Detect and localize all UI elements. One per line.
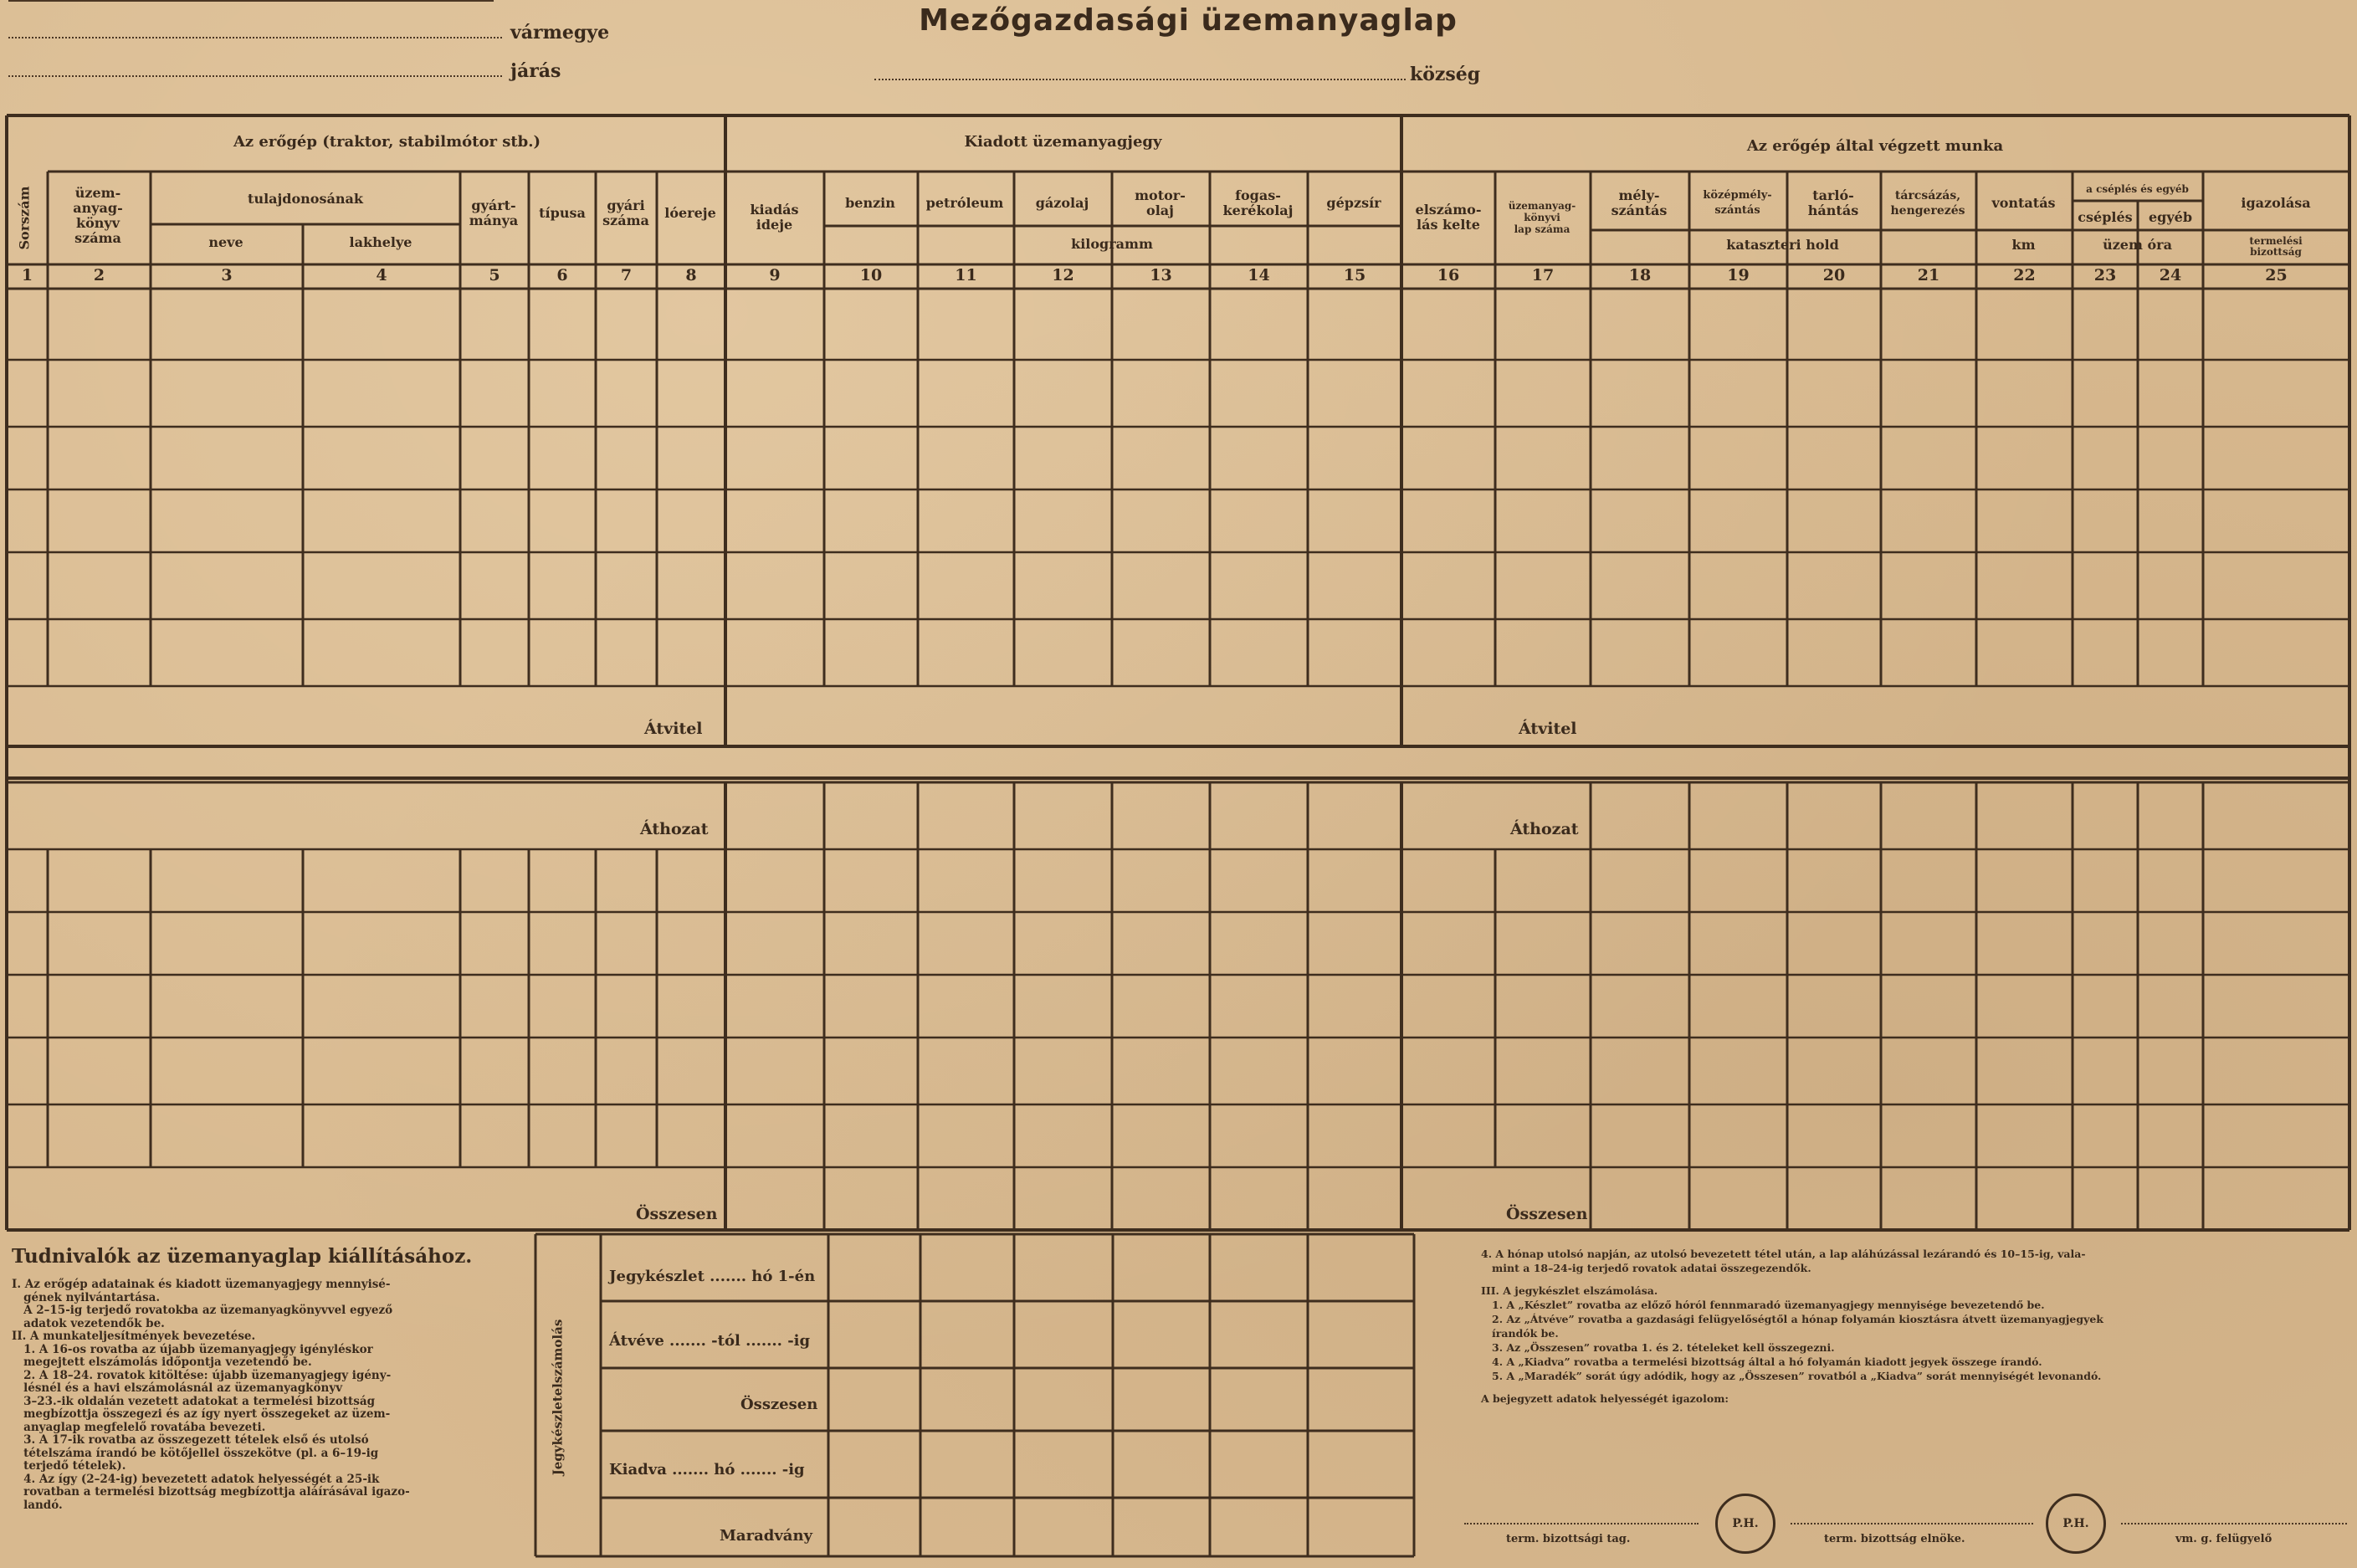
stamp-placeholder-1: P.H. [1715,1494,1775,1554]
column-number: 7 [620,266,633,284]
ticket-row-stock: Jegykészlet ....... hó 1-én [609,1268,816,1285]
column-number: 3 [221,266,233,284]
column-number: 19 [1727,266,1750,284]
instruction-right-line: 1. A „Készlet” rovatba az előző hóról fennmaradó üzemanyagjegy mennyisége bevezetendő be. [1481,1299,2045,1311]
deep-plough-header: mély- szántás [1611,187,1668,218]
carry-over-label-right: Átvitel [1519,720,1577,738]
instruction-line: rovatban a termelési bizottság megbízottja aláírásával igazo- [12,1485,410,1499]
work-group-header: Az erőgép által végzett munka [1746,137,2004,155]
instruction-right-line: 4. A hónap utolsó napján, az utolsó bevezetett tétel után, a lap aláhúzással lezárandó és 10–15-ig, vala- [1481,1248,2086,1260]
instructions-text [12,1278,514,1512]
machine-group-header: Az erőgép (traktor, stabilmótor stb.) [233,133,541,151]
petrol-header: benzin [845,194,895,211]
instruction-line: 3. A 17-ik rovatba az összegezett tételek első és utolsó [12,1433,369,1447]
instruction-line: II. A munkateljesítmények bevezetése. [12,1330,256,1343]
other-sub-header: egyéb [2148,209,2193,225]
page-title: Mezőgazdasági üzemanyaglap [919,3,1458,38]
brought-forward-label-left: Áthozat [640,820,709,838]
type-header: típusa [539,205,586,221]
total-label-left: Összesen [636,1205,718,1223]
column-number: 21 [1917,266,1940,284]
instruction-right-line: 4. A „Kiadva” rovatba a termelési bizottság által a hó folyamán kiadott jegyek összege írandó. [1481,1355,2042,1368]
column-number: 4 [376,266,387,284]
column-number: 1 [21,266,33,284]
harrow-header: tárcsázás, hengerezés [1890,189,1965,218]
column-number: 6 [556,266,568,284]
threshing-header: a cséplés és egyéb [2086,183,2189,195]
medium-plough-header: középmély- szántás [1703,189,1772,217]
instructions-heading: Tudnivalók az üzemanyaglap kiállításához. [12,1245,473,1268]
km-header: km [2011,237,2036,253]
cert-sub-header: termelési bizottság [2249,235,2303,258]
book-number-header: üzem- anyag- könyv száma [73,184,123,246]
instruction-line: anyaglap megfelelő rovatába bevezeti. [12,1420,266,1434]
column-number: 11 [955,266,977,284]
settlement-date-header: elszámo- lás kelte [1415,202,1482,233]
signature-line-2[interactable] [1791,1523,2033,1524]
instruction-right-line: 3. Az „Összesen” rovatba 1. és 2. tételeket kell összegezni. [1481,1341,1835,1354]
ticket-row-total: Összesen [740,1396,818,1413]
ticket-row-remainder: Maradvány [720,1527,812,1545]
instruction-line: terjedő tételek). [12,1459,126,1473]
gear-oil-header: fogas- kerékolaj [1222,187,1294,218]
instruction-right-line: írandók be. [1481,1327,1559,1340]
column-number: 16 [1437,266,1460,284]
total-label-right: Összesen [1506,1205,1588,1223]
instruction-line: 2. A 18–24. rovatok kitöltése: újabb üzemanyagjegy igény- [12,1368,392,1382]
column-number: 24 [2159,266,2182,284]
instruction-line: adatok vezetendők be. [12,1316,165,1330]
cadastral-header: kataszteri hold [1726,237,1839,253]
ticket-row-received: Átvéve ....... -tól ....... -ig [609,1332,811,1350]
column-number: 8 [685,266,697,284]
column-number: 13 [1150,266,1172,284]
column-number: 2 [93,266,105,284]
issue-date-header: kiadás ideje [750,202,799,233]
motor-oil-header: motor- olaj [1135,187,1186,218]
instruction-line: I. Az erőgép adatainak és kiadott üzemanyagjegy mennyisé- [12,1278,391,1291]
make-header: gyárt- mánya [469,197,519,228]
column-number: 5 [489,266,500,284]
owner-header: tulajdonosának [248,190,363,207]
signature-line-3[interactable] [2121,1523,2347,1524]
brought-forward-label-right: Áthozat [1510,820,1579,838]
signature-caption-3: vm. g. felügyelő [2175,1533,2272,1545]
column-number: 18 [1628,266,1652,284]
column-number: 12 [1052,266,1074,284]
threshing-sub-header: cséplés [2078,209,2133,225]
kilogram-header: kilogramm [1071,236,1153,252]
towing-header: vontatás [1991,195,2056,211]
ticket-box-side-label: Jegykészletelszámolás [550,1319,566,1476]
instruction-line: gének nyilvántartása. [12,1290,161,1304]
ticket-row-issued: Kiadva ....... hó ....... -ig [609,1461,805,1478]
factory-number-header: gyári száma [602,197,649,228]
instruction-line: 1. A 16-os rovatba az újabb üzemanyagjegy igényléskor [12,1342,373,1356]
instruction-right-line: 2. Az „Átvéve” rovatba a gazdasági felügyelőségtől a hónap folyamán kiosztásra átvett üzemanyagjegyek [1481,1313,2103,1325]
village-label: község [1410,64,1481,85]
instruction-line: landó. [12,1498,63,1512]
instruction-line: megbízottja összegezi és az így nyert összegeket az üzem- [12,1407,391,1421]
district-label: járás [510,60,561,82]
owner-address-header: lakhelye [349,234,412,250]
carry-over-label-left: Átvitel [644,720,703,738]
column-number: 15 [1343,266,1366,284]
signature-caption-1: term. bizottsági tag. [1506,1533,1631,1545]
column-number: 9 [769,266,781,284]
column-number: 14 [1248,266,1270,284]
signature-caption-2: term. bizottság elnöke. [1824,1533,1965,1545]
county-label: vármegye [510,22,610,44]
ticket-group-header: Kiadott üzemanyagjegy [964,133,1162,151]
column-number: 25 [2265,266,2288,284]
instruction-right-line: 5. A „Maradék” sorát úgy adódik, hogy az „Összesen” rovatból a „Kiadva” sorát mennyiségét levonandó. [1481,1370,2102,1382]
column-number: 22 [2013,266,2036,284]
instructions-right-text [1481,1247,2351,1406]
hours-header: üzem óra [2103,237,2172,253]
signature-line-1[interactable] [1464,1523,1699,1524]
kerosene-header: petróleum [925,194,1004,211]
owner-name-header: neve [208,234,243,250]
book-page-header: üzemanyag- könyvi lap száma [1508,200,1576,235]
certification-header: igazolása [2241,195,2311,211]
grease-header: gépzsír [1326,194,1381,211]
instruction-right-line: III. A jegykészlet elszámolása. [1481,1284,1658,1297]
column-number: 23 [2093,266,2117,284]
horsepower-header: lóereje [664,205,716,221]
instruction-right-line: mint a 18–24-ig terjedő rovatok adatai összegezendők. [1481,1262,1811,1274]
diesel-header: gázolaj [1035,194,1089,211]
instruction-line: 4. Az így (2–24-ig) bevezetett adatok helyességét a 25-ik [12,1472,380,1486]
column-number: 20 [1822,266,1846,284]
instruction-right-line: A bejegyzett adatok helyességét igazolom: [1481,1392,1729,1405]
serial-header: Sorszám [16,185,33,250]
instruction-line: lésnél és a havi elszámolásnál az üzemanyagkönyv [12,1381,343,1395]
stamp-placeholder-2: P.H. [2046,1494,2106,1554]
instruction-line: A 2–15-ig terjedő rovatokba az üzemanyagkönyvvel egyező [12,1304,393,1317]
instruction-line: megejtett elszámolás időpontja vezetendő be. [12,1355,312,1369]
column-number: 10 [859,266,883,284]
instruction-line: tételszáma írandó be kötőjellel összekötve (pl. a 6–19-ig [12,1446,379,1460]
stubble-header: tarló- hántás [1807,187,1859,218]
column-number: 17 [1531,266,1555,284]
instruction-line: 3–23.-ik oldalán vezetett adatokat a termelési bizottság [12,1394,376,1408]
